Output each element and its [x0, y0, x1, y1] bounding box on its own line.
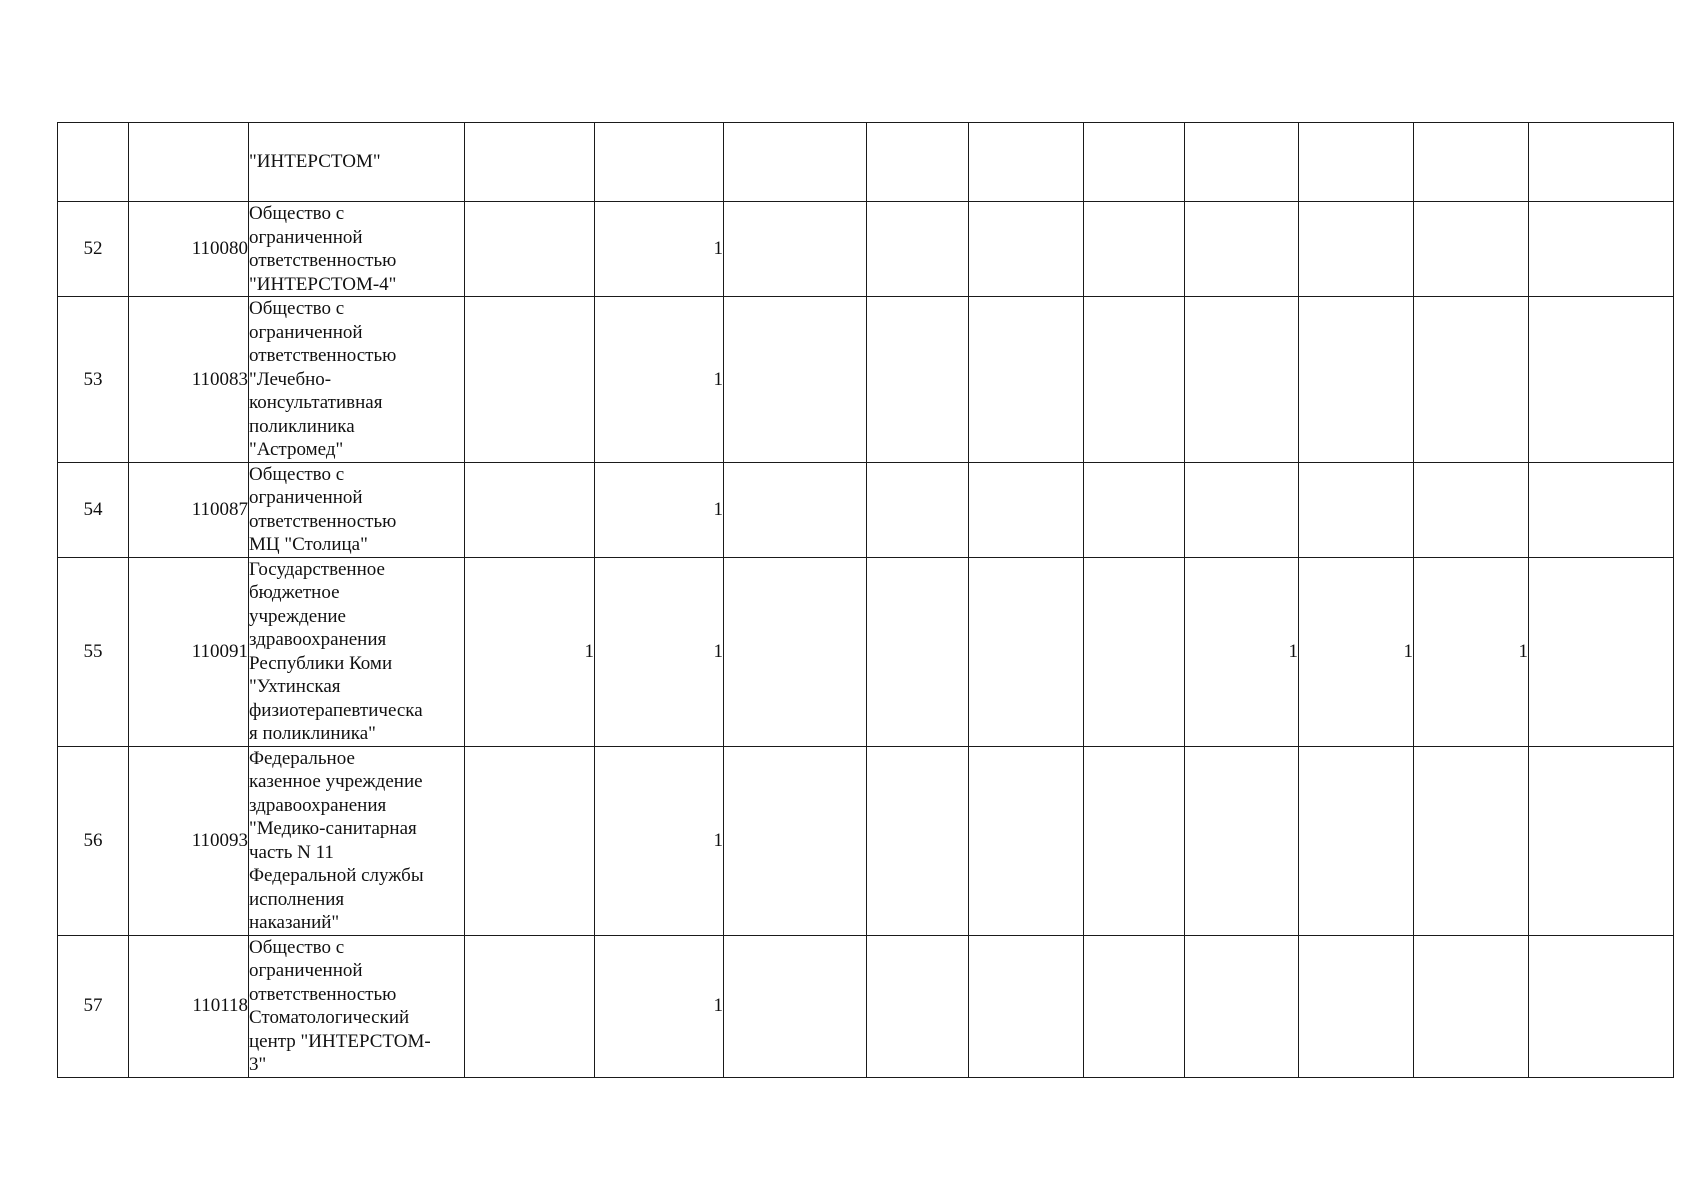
value-cell: 1	[465, 557, 595, 746]
org-name-line: "Астромед"	[249, 439, 344, 460]
value-cell	[1529, 202, 1674, 297]
table-row	[58, 557, 1674, 746]
value-cell	[724, 462, 867, 557]
table-row	[58, 297, 1674, 463]
value-cell	[724, 202, 867, 297]
org-code-cell: 110118	[129, 935, 249, 1077]
value-cell: 1	[595, 557, 724, 746]
org-name-cell	[249, 746, 465, 935]
value-cell	[867, 746, 969, 935]
value-cell	[465, 202, 595, 297]
table-body	[58, 123, 1674, 1078]
registry-table	[57, 122, 1674, 1078]
value-cell	[1084, 202, 1185, 297]
value-cell	[1299, 123, 1414, 202]
value-cell	[1414, 202, 1529, 297]
value-cell	[969, 123, 1084, 202]
org-name-line: бюджетное	[249, 582, 340, 603]
value-cell	[1084, 746, 1185, 935]
table-row	[58, 935, 1674, 1077]
value-cell	[1299, 746, 1414, 935]
value-cell	[1529, 557, 1674, 746]
org-name-cell	[249, 297, 465, 463]
org-name-line: "Ухтинская	[249, 676, 341, 697]
row-number-cell: 53	[58, 297, 129, 463]
value-cell: 1	[1414, 557, 1529, 746]
value-cell	[595, 123, 724, 202]
value-cell	[1185, 746, 1299, 935]
org-name-cell	[249, 123, 465, 202]
value-cell	[1414, 462, 1529, 557]
value-cell	[969, 557, 1084, 746]
org-name-line: ответственностью	[249, 983, 397, 1005]
org-code-cell: 110091	[129, 557, 249, 746]
value-cell	[1529, 123, 1674, 202]
org-name-line: исполнения	[249, 888, 345, 910]
value-cell	[1084, 935, 1185, 1077]
table-row	[58, 462, 1674, 557]
value-cell	[724, 746, 867, 935]
org-name-line: Общество с	[249, 298, 345, 319]
value-cell	[867, 123, 969, 202]
org-name-line: наказаний"	[249, 912, 340, 933]
org-name-line: физиотерапевтическа	[249, 699, 423, 721]
value-cell	[465, 123, 595, 202]
org-code-cell	[129, 123, 249, 202]
value-cell	[1185, 123, 1299, 202]
org-name-line: МЦ "Столица"	[249, 534, 368, 555]
org-name-line: Федеральной службы	[249, 865, 424, 886]
row-number-cell: 55	[58, 557, 129, 746]
row-number-cell: 52	[58, 202, 129, 297]
value-cell	[1299, 297, 1414, 463]
value-cell	[867, 935, 969, 1077]
value-cell	[1084, 123, 1185, 202]
value-cell	[969, 746, 1084, 935]
value-cell	[1299, 202, 1414, 297]
org-name-line: центр "ИНТЕРСТОМ-	[249, 1030, 431, 1052]
value-cell	[867, 202, 969, 297]
value-cell	[969, 297, 1084, 463]
value-cell: 1	[1185, 557, 1299, 746]
value-cell: 1	[1299, 557, 1414, 746]
value-cell: 1	[595, 462, 724, 557]
value-cell	[465, 297, 595, 463]
org-name-line: Стоматологический	[249, 1007, 410, 1028]
org-code-cell: 110087	[129, 462, 249, 557]
value-cell	[465, 935, 595, 1077]
value-cell	[867, 297, 969, 463]
org-name-line: "ИНТЕРСТОМ"	[249, 151, 381, 173]
value-cell	[1185, 297, 1299, 463]
org-name-line: поликлиника	[249, 415, 355, 437]
org-name-line: "Лечебно-	[249, 368, 332, 390]
value-cell: 1	[595, 746, 724, 935]
value-cell	[1414, 746, 1529, 935]
table-row	[58, 202, 1674, 297]
value-cell	[1529, 462, 1674, 557]
value-cell	[1529, 746, 1674, 935]
org-name-line: Федеральное	[249, 747, 355, 769]
value-cell	[1414, 123, 1529, 202]
org-name-line: ответственностью	[249, 510, 397, 532]
value-cell: 1	[595, 297, 724, 463]
org-name-line: ограниченной	[249, 321, 363, 343]
org-name-line: Общество с	[249, 936, 345, 958]
table-row	[58, 746, 1674, 935]
row-number-cell: 56	[58, 746, 129, 935]
row-number-cell: 54	[58, 462, 129, 557]
value-cell	[1185, 462, 1299, 557]
value-cell	[1299, 935, 1414, 1077]
org-code-cell: 110083	[129, 297, 249, 463]
org-name-line: здравоохранения	[249, 794, 387, 816]
value-cell	[969, 462, 1084, 557]
org-name-line: ограниченной	[249, 226, 363, 248]
value-cell	[724, 935, 867, 1077]
org-name-line: казенное учреждение	[249, 771, 423, 792]
org-name-line: ответственностью	[249, 345, 397, 366]
value-cell	[867, 462, 969, 557]
org-name-line: ограниченной	[249, 960, 363, 981]
value-cell: 1	[595, 935, 724, 1077]
org-name-line: я поликлиника"	[249, 723, 376, 744]
org-name-line: учреждение	[249, 605, 346, 627]
org-name-line: консультативная	[249, 392, 383, 413]
org-name-line: "ИНТЕРСТОМ-4"	[249, 273, 397, 295]
org-name-line: Общество с	[249, 463, 345, 485]
org-name-line: часть N 11	[249, 841, 334, 863]
row-number-cell	[58, 123, 129, 202]
org-code-cell: 110093	[129, 746, 249, 935]
value-cell	[724, 297, 867, 463]
value-cell	[969, 935, 1084, 1077]
org-name-cell	[249, 462, 465, 557]
org-name-line: Государственное	[249, 558, 385, 580]
value-cell	[1185, 202, 1299, 297]
value-cell	[465, 746, 595, 935]
value-cell	[1084, 557, 1185, 746]
org-name-line: 3"	[249, 1054, 267, 1075]
table-row	[58, 123, 1674, 202]
org-code-cell: 110080	[129, 202, 249, 297]
org-name-line: Республики Коми	[249, 652, 393, 674]
value-cell	[724, 557, 867, 746]
org-name-line: Общество с	[249, 203, 345, 224]
org-name-line: ограниченной	[249, 487, 363, 508]
value-cell	[1414, 935, 1529, 1077]
value-cell	[1529, 935, 1674, 1077]
value-cell	[1529, 297, 1674, 463]
value-cell	[465, 462, 595, 557]
value-cell	[1414, 297, 1529, 463]
org-name-cell	[249, 935, 465, 1077]
org-name-cell	[249, 557, 465, 746]
value-cell	[1299, 462, 1414, 557]
value-cell	[1084, 297, 1185, 463]
value-cell	[724, 123, 867, 202]
value-cell	[969, 202, 1084, 297]
org-name-line: "Медико-санитарная	[249, 818, 417, 839]
value-cell: 1	[595, 202, 724, 297]
value-cell	[867, 557, 969, 746]
value-cell	[1185, 935, 1299, 1077]
org-name-cell	[249, 202, 465, 297]
value-cell	[1084, 462, 1185, 557]
row-number-cell: 57	[58, 935, 129, 1077]
org-name-line: здравоохранения	[249, 629, 387, 650]
org-name-line: ответственностью	[249, 250, 397, 271]
